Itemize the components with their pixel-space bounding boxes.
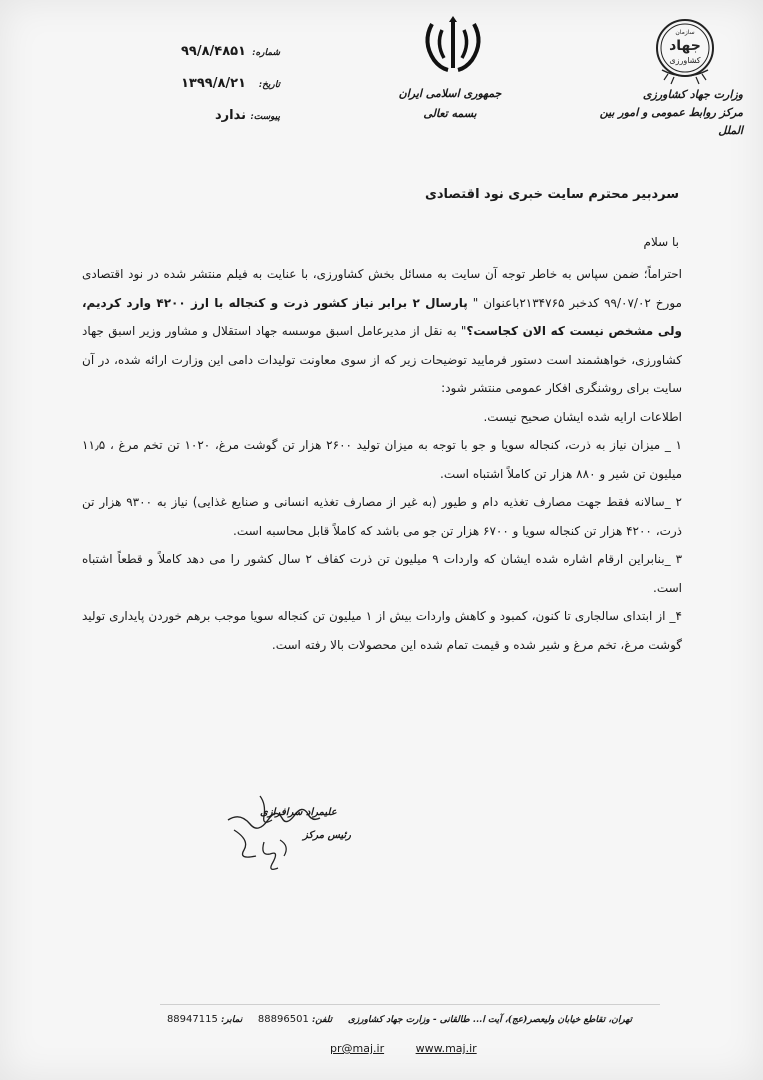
date-label: تاریخ: xyxy=(258,80,280,90)
letter-number xyxy=(150,44,280,68)
list-item-2: ۲ _سالانه فقط جهت مصارف تغذیه دام و طیور (به غیر از مصارف تغذیه انسانی و صنایع غذایی) نیاز به ۹۳۰۰ هزار تن ذرت، ۴۲۰۰ هزار تن کنجاله سویا و ۶۷۰۰ هزار تن جو می باشد که کاملاً قابل محاسبه است. xyxy=(82,495,682,538)
svg-text:سازمان: سازمان xyxy=(675,29,695,36)
list-item-4: ۴_ از ابتدای سالجاری تا کنون، کمبود و کاهش واردات بیش از ۱ میلیون تن کنجاله سویا موجب برهم خوردن پایداری تولید گوشت مرغ، تخم مرغ و شیر شده و قیمت تمام شده این محصولات بالا رفته است. xyxy=(82,609,682,652)
footer-divider xyxy=(160,1004,660,1005)
paragraph-intro xyxy=(82,260,682,403)
number-label: شماره: xyxy=(252,48,280,58)
intro-text-b: " به نقل از مدیرعامل اسبق موسسه جهاد استقلال و مشاور وزیر اسبق جهاد کشاورزی، خواهشمند است دستور فرمایید توضیحات زیر که از سوی معاونت تولیدات دامی این وزارت ارائه شده، در آن سایت برای روشنگری افکار عمومی منتشر شود: xyxy=(82,324,682,395)
ministry-line-1: وزارت جهاد کشاورزی xyxy=(642,88,743,101)
phone-label: تلفن: xyxy=(311,1015,333,1025)
date-value: ۱۳۹۹/۸/۲۱ xyxy=(180,76,246,91)
list-item-1: ۱ _ میزان نیاز به ذرت، کنجاله سویا و جو با توجه به میزان تولید ۲۶۰۰ هزار تن گوشت مرغ، ۱۰۲۰ تن تخم مرغ ، ۱۱٫۵ میلیون تن شیر و ۸۸۰ هزار تن کاملاً اشتباه است. xyxy=(82,438,682,481)
quoted-headline: پارسال ۲ برابر نیاز کشور ذرت و کنجاله با ارز ۴۲۰۰ وارد کردیم، ولی مشخص نیست که الان کجاست؟ xyxy=(82,295,682,338)
fax-label: نمابر: xyxy=(220,1015,243,1025)
letter-body xyxy=(82,260,682,659)
website-link[interactable]: www.maj.ir xyxy=(415,1042,477,1055)
svg-text:جهاد: جهاد xyxy=(669,38,701,54)
footer-address-line xyxy=(112,1014,632,1025)
addressee: سردبیر محترم سایت خبری نود اقتصادی xyxy=(424,187,679,202)
email-link[interactable]: pr@maj.ir xyxy=(330,1042,385,1055)
footer-address: تهران، تقاطع خیابان ولیعصر(عج)، آیت ا... طالقانی - وزارت جهاد کشاورزی xyxy=(347,1015,632,1025)
ministry-line-2: مرکز روابط عمومی و امور بین الملل xyxy=(599,106,743,137)
republic-name: جمهوری اسلامی ایران xyxy=(398,87,502,100)
fax-number: 88947115 xyxy=(166,1014,218,1025)
footer-links xyxy=(330,1042,505,1055)
letter-attachment xyxy=(150,108,280,132)
attachment-value: ندارد xyxy=(214,108,246,123)
basmala: بسمه تعالی xyxy=(423,107,477,120)
iran-emblem xyxy=(418,14,488,74)
phone-number: 88896501 xyxy=(257,1014,309,1025)
list-item-3: ۳ _بنابراین ارقام اشاره شده ایشان که واردات ۹ میلیون تن ذرت کفاف ۲ سال کشور را می دهد کاملاً و قطعاً اشتباه است. xyxy=(82,552,683,595)
letter-date xyxy=(150,76,280,100)
signatory-name: علیمراد سرافرازی xyxy=(260,807,337,818)
svg-text:کشاورزی: کشاورزی xyxy=(669,56,701,65)
intro-text-a: احتراماً؛ ضمن سپاس به خاطر توجه آن سایت به مسائل بخش کشاورزی، با عنایت به فیلم منتشر شده در نود اقتصادی مورخ ۹۹/۰۷/۰۲ کدخبر ۲۱۳۴۷۶۵باعنوان " xyxy=(82,267,682,310)
greeting: با سلام xyxy=(643,235,679,249)
number-value: ۹۹/۸/۴۸۵۱ xyxy=(180,44,246,59)
signatory-title: رئیس مرکز xyxy=(303,830,352,841)
attachment-label: پیوست: xyxy=(250,112,280,122)
ministry-logo xyxy=(640,18,730,93)
paragraph-lead: اطلاعات ارایه شده ایشان صحیح نیست. xyxy=(483,409,682,424)
republic-heading xyxy=(390,84,510,124)
ministry-name xyxy=(573,86,743,140)
